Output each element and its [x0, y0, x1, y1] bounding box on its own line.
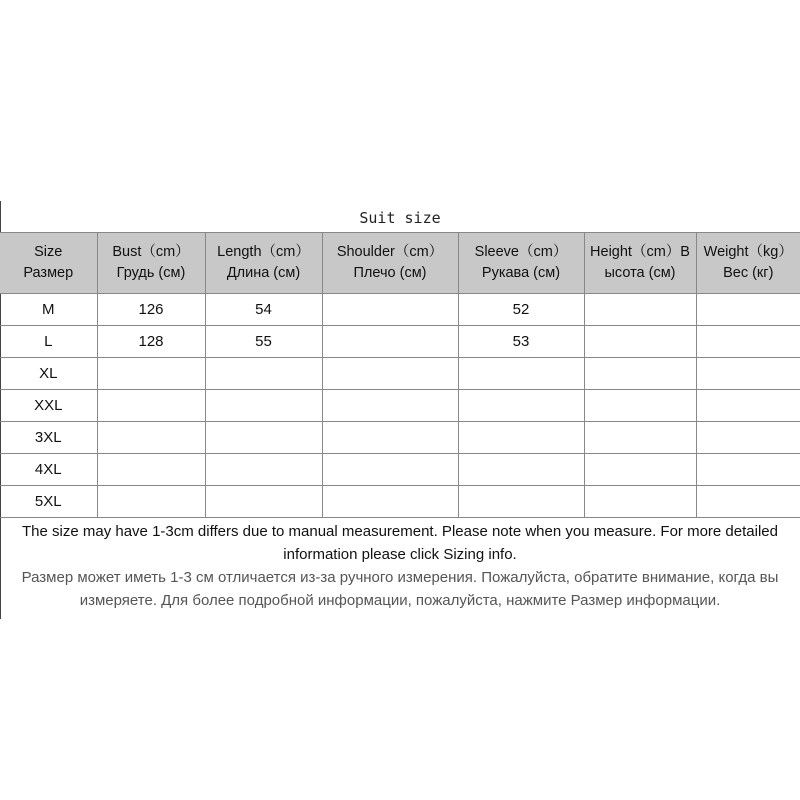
size-label-cell: 4XL [0, 454, 97, 486]
measurement-cell [97, 486, 205, 518]
measurement-cell [458, 454, 584, 486]
measurement-cell: 54 [205, 294, 322, 326]
measurement-cell [696, 358, 800, 390]
measurement-cell [458, 422, 584, 454]
size-chart [0, 201, 800, 619]
measurement-cell [205, 390, 322, 422]
header-weight: Weight（kg） Вес (кг) [696, 233, 800, 294]
measurement-cell [584, 422, 696, 454]
measurement-cell [322, 390, 458, 422]
header-row [0, 233, 800, 294]
header-length: Length（cm） Длина (см) [205, 233, 322, 294]
measurement-cell [584, 326, 696, 358]
note-russian: Размер может иметь 1-3 см отличается из-за ручного измерения. Пожалуйста, обратите внимание, когда вы измеряете. Для более подробной информации, пожалуйста, нажмите Размер информации. [21, 569, 779, 609]
measurement-cell [322, 294, 458, 326]
measurement-cell [696, 390, 800, 422]
header-sleeve: Sleeve（cm） Рукава (см) [458, 233, 584, 294]
measurement-cell [696, 454, 800, 486]
measurement-cell [458, 390, 584, 422]
table-body [0, 294, 800, 518]
size-label-cell: XL [0, 358, 97, 390]
size-label-cell: XXL [0, 390, 97, 422]
table-header [0, 233, 800, 294]
table-row [0, 294, 800, 326]
measurement-cell [322, 486, 458, 518]
measurement-cell [584, 390, 696, 422]
measurement-cell [584, 486, 696, 518]
measurement-cell [584, 358, 696, 390]
measurement-cell [97, 454, 205, 486]
measurement-cell [696, 294, 800, 326]
measurement-cell [584, 454, 696, 486]
size-label-cell: 3XL [0, 422, 97, 454]
size-label-cell: 5XL [0, 486, 97, 518]
header-size: Size Размер [0, 233, 97, 294]
measurement-cell [322, 358, 458, 390]
header-height: Height（cm）В ысота (см) [584, 233, 696, 294]
note-english: The size may have 1-3cm differs due to manual measurement. Please note when you measure. For more detailed information please click Sizing info. [22, 523, 778, 563]
measurement-cell [584, 294, 696, 326]
measurement-cell: 55 [205, 326, 322, 358]
header-shoulder: Shoulder（cm） Плечо (см) [322, 233, 458, 294]
measurement-cell [97, 422, 205, 454]
header-bust: Bust（cm） Грудь (см) [97, 233, 205, 294]
measurement-cell: 126 [97, 294, 205, 326]
table-row [0, 486, 800, 518]
measurement-cell [205, 422, 322, 454]
size-label-cell: L [0, 326, 97, 358]
measurement-cell [458, 358, 584, 390]
size-label-cell: M [0, 294, 97, 326]
table-row [0, 422, 800, 454]
size-table [0, 232, 800, 518]
measurement-cell [696, 422, 800, 454]
measurement-cell [322, 422, 458, 454]
measurement-cell: 52 [458, 294, 584, 326]
measurement-cell [322, 454, 458, 486]
table-row [0, 390, 800, 422]
table-row [0, 454, 800, 486]
measurement-cell [458, 486, 584, 518]
measurement-cell [205, 358, 322, 390]
measurement-cell [205, 486, 322, 518]
measurement-cell [205, 454, 322, 486]
measurement-cell [97, 358, 205, 390]
measurement-cell: 128 [97, 326, 205, 358]
table-row [0, 326, 800, 358]
measurement-cell [97, 390, 205, 422]
measurement-cell [696, 486, 800, 518]
size-notes [0, 520, 800, 612]
chart-title: Suit size [359, 209, 441, 227]
measurement-cell [696, 326, 800, 358]
measurement-cell: 53 [458, 326, 584, 358]
table-row [0, 358, 800, 390]
measurement-cell [322, 326, 458, 358]
